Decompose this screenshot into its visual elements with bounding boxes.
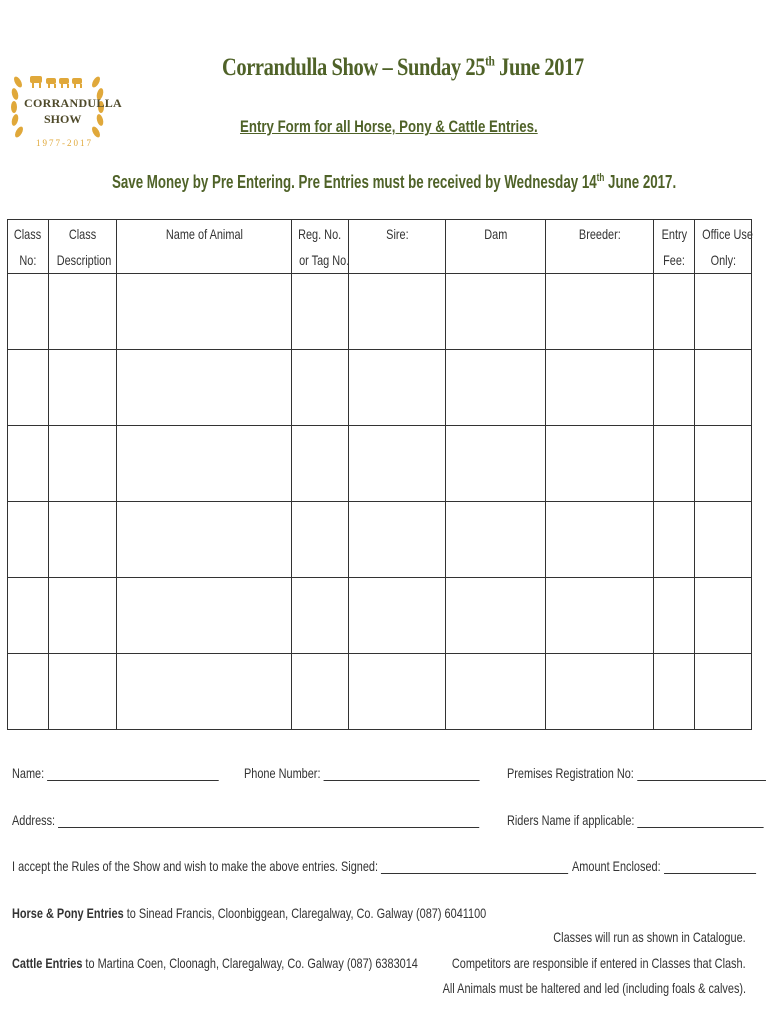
table-row	[8, 502, 752, 578]
cell[interactable]	[695, 426, 752, 502]
cell[interactable]	[546, 654, 654, 730]
amount-field[interactable]	[572, 858, 756, 874]
cell[interactable]	[349, 350, 446, 426]
page-title	[222, 54, 584, 82]
cell[interactable]	[117, 578, 292, 654]
cell[interactable]	[546, 578, 654, 654]
notice-sup: th	[596, 172, 605, 184]
header-class-description: Class Description	[49, 220, 117, 274]
logo-sub: SHOW	[44, 112, 82, 126]
cell[interactable]	[654, 578, 695, 654]
cattle-entries-details: to Martina Coen, Cloonagh, Claregalway, Co. Galway (087) 6383014	[82, 955, 418, 971]
cell[interactable]	[654, 654, 695, 730]
accept-label: I accept the Rules of the Show and wish to make the above entries. Signed:	[12, 858, 379, 874]
logo-years: 1977-2017	[36, 138, 93, 148]
phone-field[interactable]	[244, 765, 480, 781]
header-dam: Dam	[446, 220, 546, 274]
table-row	[8, 350, 752, 426]
riders-label: Riders Name if applicable:	[507, 812, 635, 828]
entries-table	[7, 219, 752, 730]
cell[interactable]	[546, 350, 654, 426]
cell[interactable]	[349, 654, 446, 730]
note-catalogue: Classes will run as shown in Catalogue.	[553, 929, 746, 945]
cell[interactable]	[654, 502, 695, 578]
premises-field[interactable]	[507, 765, 766, 781]
riders-input-line[interactable]	[637, 813, 763, 828]
cell[interactable]	[695, 274, 752, 350]
name-label: Name:	[12, 765, 45, 781]
cell[interactable]	[49, 502, 117, 578]
amount-input-line[interactable]	[664, 859, 756, 874]
table-row	[8, 274, 752, 350]
cell[interactable]	[654, 350, 695, 426]
cell[interactable]	[117, 350, 292, 426]
cell[interactable]	[49, 426, 117, 502]
cell[interactable]	[292, 350, 349, 426]
table-row	[8, 578, 752, 654]
phone-label: Phone Number:	[244, 765, 321, 781]
cell[interactable]	[446, 274, 546, 350]
cell[interactable]	[49, 578, 117, 654]
address-input-line[interactable]	[58, 813, 479, 828]
cell[interactable]	[349, 578, 446, 654]
header-sire: Sire:	[349, 220, 446, 274]
cell[interactable]	[8, 502, 49, 578]
cell[interactable]	[546, 274, 654, 350]
cell[interactable]	[349, 502, 446, 578]
note-clash: Competitors are responsible if entered in Classes that Clash.	[452, 955, 746, 971]
cell[interactable]	[49, 350, 117, 426]
premises-input-line[interactable]	[637, 766, 766, 781]
pre-entry-notice	[112, 172, 676, 193]
note-haltered: All Animals must be haltered and led (including foals & calves).	[442, 980, 746, 996]
cell[interactable]	[292, 274, 349, 350]
address-field[interactable]	[12, 812, 479, 828]
cell[interactable]	[349, 274, 446, 350]
header-name-of-animal: Name of Animal	[117, 220, 292, 274]
cell[interactable]	[446, 578, 546, 654]
cell[interactable]	[49, 654, 117, 730]
cell[interactable]	[695, 654, 752, 730]
cell[interactable]	[546, 502, 654, 578]
cell[interactable]	[8, 654, 49, 730]
cell[interactable]	[8, 274, 49, 350]
header-reg-no: Reg. No. or Tag No.	[292, 220, 349, 274]
cell[interactable]	[8, 578, 49, 654]
name-input-line[interactable]	[47, 766, 219, 781]
cell[interactable]	[117, 426, 292, 502]
cell[interactable]	[117, 274, 292, 350]
cell[interactable]	[695, 350, 752, 426]
notice-start: Save Money by Pre Entering. Pre Entries must be received by Wednesday 14	[112, 172, 597, 192]
header-class-no: Class No:	[8, 220, 49, 274]
title-end: June 2017	[494, 54, 584, 81]
show-logo	[8, 62, 122, 156]
cell[interactable]	[292, 426, 349, 502]
title-sup: th	[485, 54, 495, 70]
horse-entries-label: Horse & Pony Entries	[12, 905, 124, 921]
cell[interactable]	[49, 274, 117, 350]
cell[interactable]	[117, 654, 292, 730]
cell[interactable]	[8, 350, 49, 426]
cell[interactable]	[654, 426, 695, 502]
cell[interactable]	[8, 426, 49, 502]
header-office-use: Office Use Only:	[695, 220, 752, 274]
cell[interactable]	[349, 426, 446, 502]
table-header-row	[8, 220, 752, 274]
cattle-entries-label: Cattle Entries	[12, 955, 83, 971]
cell[interactable]	[446, 654, 546, 730]
signature-input-line[interactable]	[381, 859, 568, 874]
table-row	[8, 426, 752, 502]
signature-field[interactable]	[12, 858, 568, 874]
cell[interactable]	[695, 502, 752, 578]
cell[interactable]	[446, 502, 546, 578]
riders-field[interactable]	[507, 812, 764, 828]
notice-end: June 2017.	[604, 172, 677, 192]
cell[interactable]	[654, 274, 695, 350]
cell[interactable]	[546, 426, 654, 502]
amount-label: Amount Enclosed:	[572, 858, 661, 874]
form-subtitle: Entry Form for all Horse, Pony & Cattle Entries.	[240, 117, 538, 136]
header-entry-fee: Entry Fee:	[654, 220, 695, 274]
premises-label: Premises Registration No:	[507, 765, 634, 781]
name-field[interactable]	[12, 765, 219, 781]
cattle-entries-contact	[12, 955, 418, 971]
address-label: Address:	[12, 812, 56, 828]
horse-entries-contact	[12, 905, 486, 921]
cell[interactable]	[695, 578, 752, 654]
cell[interactable]	[117, 502, 292, 578]
title-main: Corrandulla Show – Sunday 25	[222, 54, 486, 81]
cell[interactable]	[446, 350, 546, 426]
cell[interactable]	[292, 578, 349, 654]
header-breeder: Breeder:	[546, 220, 654, 274]
cell[interactable]	[446, 426, 546, 502]
logo-name: CORRANDULLA	[24, 96, 122, 110]
cell[interactable]	[292, 502, 349, 578]
cell[interactable]	[292, 654, 349, 730]
phone-input-line[interactable]	[324, 766, 480, 781]
horse-entries-details: to Sinead Francis, Cloonbiggean, Claregalway, Co. Galway (087) 6041100	[123, 905, 487, 921]
table-row	[8, 654, 752, 730]
